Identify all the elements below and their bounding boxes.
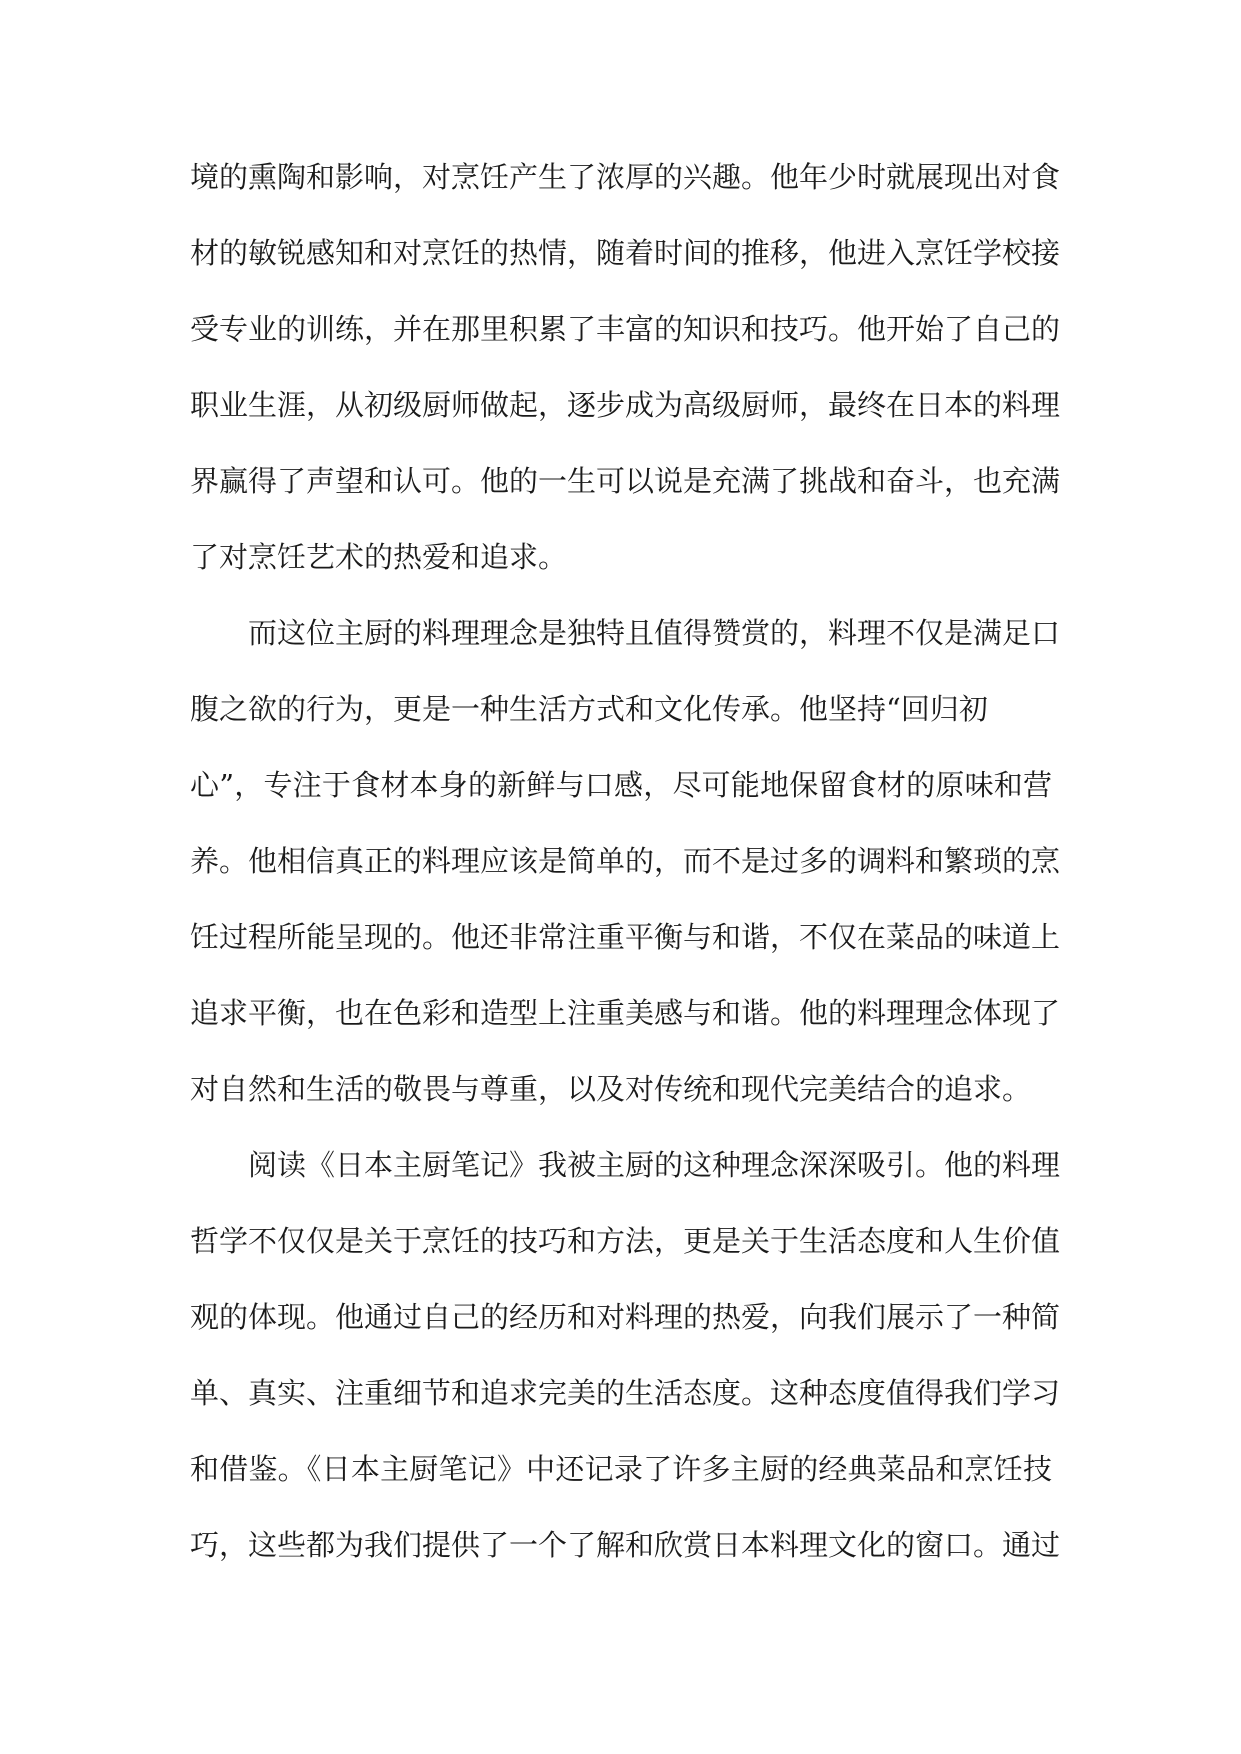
paragraph-line: 哲学不仅仅是关于烹饪的技巧和方法，更是关于生活态度和人生价值 (190, 1224, 1061, 1258)
paragraph-line: 境的熏陶和影响，对烹饪产生了浓厚的兴趣。他年少时就展现出对食 (190, 160, 1061, 194)
paragraph-line: 受专业的训练，并在那里积累了丰富的知识和技巧。他开始了自己的 (190, 312, 1061, 346)
paragraph-line: 观的体现。他通过自己的经历和对料理的热爱，向我们展示了一种简 (190, 1300, 1061, 1334)
paragraph-line: 职业生涯，从初级厨师做起，逐步成为高级厨师，最终在日本的料理 (190, 388, 1061, 422)
paragraph-line: 界赢得了声望和认可。他的一生可以说是充满了挑战和奋斗，也充满 (190, 464, 1061, 498)
paragraph-line: 和借鉴。《日本主厨笔记》中还记录了许多主厨的经典菜品和烹饪技 (190, 1452, 1052, 1486)
paragraph-2 (190, 595, 1061, 1127)
paragraph-line: 巧，这些都为我们提供了一个了解和欣赏日本料理文化的窗口。通过 (190, 1528, 1061, 1562)
document-body (190, 139, 1061, 1583)
paragraph-line: 腹之欲的行为，更是一种生活方式和文化传承。他坚持“回归初 (190, 692, 988, 726)
paragraph-line: 心”，专注于食材本身的新鲜与口感，尽可能地保留食材的原味和营 (190, 768, 1052, 802)
paragraph-line: 阅读《日本主厨笔记》我被主厨的这种理念深深吸引。他的料理 (248, 1148, 1061, 1182)
paragraph-line: 单、真实、注重细节和追求完美的生活态度。这种态度值得我们学习 (190, 1376, 1061, 1410)
paragraph-line: 追求平衡，也在色彩和造型上注重美感与和谐。他的料理理念体现了 (190, 996, 1061, 1030)
paragraph-line: 而这位主厨的料理理念是独特且值得赞赏的，料理不仅是满足口 (248, 616, 1061, 650)
paragraph-line: 对自然和生活的敬畏与尊重，以及对传统和现代完美结合的追求。 (190, 1072, 1032, 1106)
paragraph-3 (190, 1127, 1061, 1583)
paragraph-line: 养。他相信真正的料理应该是简单的，而不是过多的调料和繁琐的烹 (190, 844, 1061, 878)
paragraph-line: 了对烹饪艺术的热爱和追求。 (190, 540, 568, 574)
paragraph-line: 材的敏锐感知和对烹饪的热情，随着时间的推移，他进入烹饪学校接 (190, 236, 1061, 270)
paragraph-line: 饪过程所能呈现的。他还非常注重平衡与和谐，不仅在菜品的味道上 (190, 920, 1061, 954)
paragraph-1 (190, 139, 1061, 595)
